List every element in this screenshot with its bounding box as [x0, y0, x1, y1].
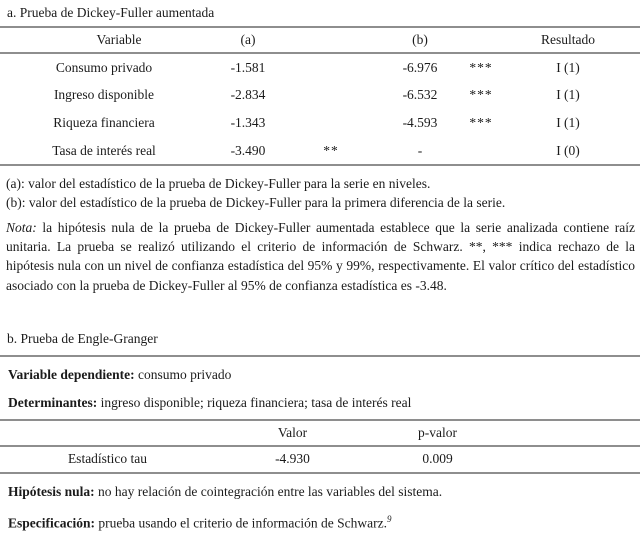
null-hypothesis-line — [8, 483, 632, 500]
footnote-reference: 9 — [387, 513, 392, 524]
cell-a-significance — [288, 81, 374, 109]
note-label: Nota: — [6, 220, 37, 235]
specification-value: prueba usando el criterio de información de Schwarz. — [95, 515, 388, 531]
column-header-a: (a) — [208, 27, 288, 53]
cell-a-value: -2.834 — [230, 87, 266, 102]
cell-resultado: I (1) — [556, 59, 580, 75]
footnote-b: (b): valor del estadístico de la prueba de Dickey-Fuller para la primera diferencia de la serie. — [6, 194, 506, 210]
cell-a-value: -1.343 — [230, 115, 266, 130]
column-header-variable: Variable — [0, 27, 208, 53]
table-a-header-row — [0, 27, 640, 53]
table-a-note — [0, 218, 640, 295]
column-header-valor: Valor — [215, 421, 370, 446]
cell-b-value: -6.976 — [402, 59, 438, 75]
specification-label: Especificación: — [8, 515, 95, 531]
cell-variable: Consumo privado — [55, 59, 153, 75]
column-header-b-sig — [466, 27, 496, 53]
cell-spacer — [505, 446, 640, 473]
table-row — [0, 109, 640, 137]
dependent-variable-label: Variable dependiente: — [8, 366, 135, 382]
cell-variable: Ingreso disponible — [53, 87, 155, 102]
determinants-label: Determinantes: — [8, 394, 98, 410]
cell-a-significance: ** — [288, 137, 374, 165]
table-row — [0, 446, 640, 473]
cell-a-value: -1.581 — [230, 59, 266, 75]
note-text: la hipótesis nula de la prueba de Dickey-Fuller aumentada establece que la serie analizada contiene raíz unitaria. La prueba se realizó utilizando el criterio de información de Schwarz. **, *** indica rechazo de la hipótesis nula con un nivel de confianza estadística del 95% y 99%, respectivamente. El valor crítico del estadístico asociado con la prueba de Dickey-Fuller al 95% de confianza estadística es -3.48. — [6, 220, 635, 293]
cell-a-significance — [288, 53, 374, 81]
engle-granger-notes-block — [0, 474, 640, 538]
cell-b-significance — [466, 137, 496, 165]
cell-b-value: -6.532 — [402, 87, 438, 102]
engle-granger-table — [0, 421, 640, 474]
column-header-b: (b) — [374, 27, 466, 53]
cell-resultado: I (1) — [556, 87, 580, 102]
panel-b-title: b. Prueba de Engle-Granger — [0, 331, 640, 357]
engle-granger-spec-block — [0, 357, 640, 421]
cell-b-value: -4.593 — [402, 115, 438, 130]
null-hypothesis-value: no hay relación de cointegración entre las variables del sistema. — [94, 483, 443, 499]
cell-a-value: -3.490 — [208, 137, 288, 165]
determinants-line — [8, 394, 632, 411]
table-b-header-row — [0, 421, 640, 446]
dickey-fuller-table — [0, 26, 640, 166]
table-row — [0, 81, 640, 109]
cell-b-significance: *** — [469, 59, 493, 75]
panel-a-title: a. Prueba de Dickey-Fuller aumentada — [7, 5, 215, 20]
table-a-footnotes — [0, 166, 640, 212]
cell-valor: -4.930 — [215, 446, 370, 473]
column-header-spacer — [505, 421, 640, 446]
cell-variable: Tasa de interés real — [0, 137, 208, 165]
table-row — [0, 53, 640, 81]
column-header-empty — [0, 421, 215, 446]
null-hypothesis-label: Hipótesis nula: — [8, 483, 95, 499]
determinants-value: ingreso disponible; riqueza financiera; tasa de interés real — [97, 394, 412, 410]
column-header-a-sig — [288, 27, 374, 53]
dependent-variable-line — [8, 366, 632, 383]
cell-resultado: I (0) — [496, 137, 640, 165]
cell-variable: Riqueza financiera — [53, 115, 155, 130]
dependent-variable-value: consumo privado — [134, 366, 232, 382]
table-row — [0, 137, 640, 165]
cell-b-significance: *** — [469, 115, 493, 130]
footnote-a: (a): valor del estadístico de la prueba de Dickey-Fuller para la serie en niveles. — [6, 176, 431, 191]
column-header-p-valor: p-valor — [370, 421, 505, 446]
cell-b-value: - — [374, 137, 466, 165]
column-header-resultado: Resultado — [496, 27, 640, 53]
cell-b-significance: *** — [469, 87, 493, 102]
cell-resultado: I (1) — [556, 115, 580, 130]
cell-statistic-label: Estadístico tau — [0, 446, 215, 473]
specification-line — [8, 511, 632, 532]
cell-a-significance — [288, 109, 374, 137]
cell-p-valor: 0.009 — [370, 446, 505, 473]
